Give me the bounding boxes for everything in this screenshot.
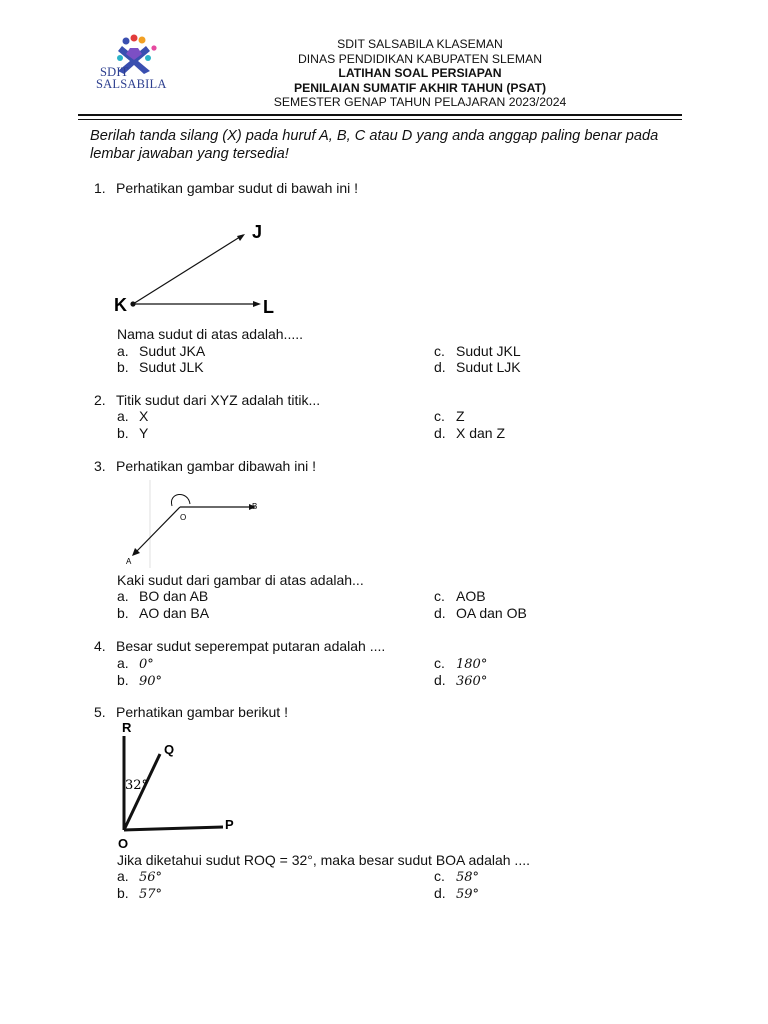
question-text: Perhatikan gambar sudut di bawah ini ! <box>116 180 359 196</box>
arrow-j-icon <box>237 234 245 241</box>
exam-title: PENILAIAN SUMATIF AKHIR TAHUN (PSAT) <box>293 80 547 95</box>
angle-aob-figure <box>118 478 278 572</box>
ray-kj <box>133 235 243 304</box>
logo-line-1: SDIT <box>100 65 129 79</box>
option-1d: d. Sudut LJK <box>434 359 521 375</box>
question-number: 2. <box>94 392 106 408</box>
angle-poq-figure <box>110 718 250 852</box>
option-2a: a. X <box>117 408 149 424</box>
option-4b: b. 90° <box>117 672 163 689</box>
question-number: 3. <box>94 458 106 474</box>
ray-op <box>124 827 223 830</box>
question-5-stem: Jika diketahui sudut ROQ = 32°, maka besar sudut BOA adalah .... <box>117 852 530 868</box>
label-p: P <box>225 817 234 832</box>
option-1c: c. Sudut JKL <box>434 343 521 359</box>
ray-oa <box>136 507 180 552</box>
option-5c: c. 58° <box>434 868 480 885</box>
question-3 <box>94 458 316 474</box>
logo-text <box>96 66 167 90</box>
label-b: B <box>252 502 258 511</box>
document-header <box>0 0 768 120</box>
angle-jkl-figure <box>105 210 295 322</box>
label-k: K <box>114 295 127 315</box>
question-1-stem: Nama sudut di atas adalah..... <box>117 326 303 342</box>
label-l: L <box>263 297 274 317</box>
option-4c: c. 180° <box>434 655 488 672</box>
option-3c: c. AOB <box>434 588 486 604</box>
option-4a: a. 0° <box>117 655 154 672</box>
question-number: 1. <box>94 180 106 196</box>
label-q: Q <box>164 742 175 757</box>
question-number: 4. <box>94 638 106 654</box>
option-3b: b. AO dan BA <box>117 605 210 621</box>
question-number: 5. <box>94 704 106 720</box>
question-3-stem: Kaki sudut dari gambar di atas adalah... <box>117 572 364 588</box>
label-angle-32: 32° <box>125 778 149 793</box>
exercise-title: LATIHAN SOAL PERSIAPAN <box>338 66 502 80</box>
option-1a: a. Sudut JKA <box>117 343 206 359</box>
question-1 <box>94 180 358 196</box>
label-r: R <box>122 720 132 735</box>
question-text: Titik sudut dari XYZ adalah titik... <box>116 392 321 408</box>
option-3a: a. BO dan AB <box>117 588 209 604</box>
question-text: Perhatikan gambar berikut ! <box>116 704 288 720</box>
arrow-l-icon <box>253 301 261 307</box>
school-name: SDIT SALSABILA KLASEMAN <box>337 37 503 51</box>
label-o: O <box>118 836 129 851</box>
label-a: A <box>126 557 132 566</box>
semester-line: SEMESTER GENAP TAHUN PELAJARAN 2023/2024 <box>273 95 567 109</box>
school-logo <box>96 34 174 96</box>
question-text: Besar sudut seperempat putaran adalah .... <box>116 638 386 654</box>
option-5a: a. 56° <box>117 868 163 885</box>
label-j: J <box>252 222 263 242</box>
angle-arc <box>171 494 190 506</box>
option-5d: d. 59° <box>434 885 480 902</box>
label-o: O <box>180 513 187 522</box>
option-2b: b. Y <box>117 425 149 441</box>
question-4 <box>94 638 385 654</box>
option-3d: d. OA dan OB <box>434 605 527 621</box>
option-4d: d. 360° <box>434 672 488 689</box>
education-office: DINAS PENDIDIKAN KABUPATEN SLEMAN <box>297 51 543 66</box>
vertex-k <box>130 301 135 306</box>
logo-line-2: SALSABILA <box>96 77 167 91</box>
instruction-text: Berilah tanda silang (X) pada huruf A, B, C atau D yang anda anggap paling benar pada lembar jawaban yang tersedia! <box>90 128 659 162</box>
option-1b: b. Sudut JLK <box>117 359 204 375</box>
option-2c: c. Z <box>434 408 465 424</box>
question-2 <box>94 392 320 408</box>
header-rule-thick <box>78 114 682 116</box>
option-5b: b. 57° <box>117 885 163 902</box>
question-text: Perhatikan gambar dibawah ini ! <box>116 458 317 474</box>
header-rule-thin <box>78 119 682 120</box>
option-2d: d. X dan Z <box>434 425 506 441</box>
header-text <box>200 37 640 110</box>
